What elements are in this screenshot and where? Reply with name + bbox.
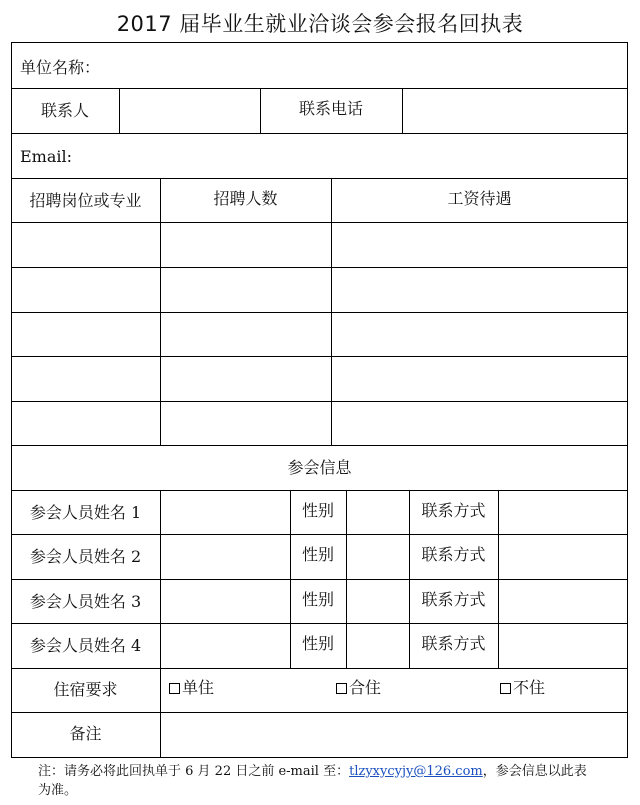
col-divider xyxy=(498,490,499,668)
col-divider xyxy=(346,490,347,668)
footnote-prefix: 注：请务必将此回执单于 6 月 22 日之前 e-mail 至： xyxy=(38,764,350,779)
checkbox-single-room[interactable] xyxy=(169,683,180,694)
attendee-gender-label-1: 性别 xyxy=(301,501,334,520)
attendee-contact-label-2: 联系方式 xyxy=(421,545,486,564)
attendee-name-label-2: 参会人员姓名 2 xyxy=(29,547,142,566)
option-shared-room-label: 合住 xyxy=(349,678,382,697)
row-divider xyxy=(11,222,628,223)
row-divider xyxy=(11,534,628,535)
attendee-gender-label-2: 性别 xyxy=(301,545,334,564)
job-position-header: 招聘岗位或专业 xyxy=(29,191,142,210)
remarks-label: 备注 xyxy=(69,724,102,743)
row-divider xyxy=(11,312,628,313)
attendee-gender-label-3: 性别 xyxy=(301,590,334,609)
row-divider xyxy=(11,133,628,134)
row-divider xyxy=(11,88,628,89)
row-divider xyxy=(11,445,628,446)
row-divider xyxy=(11,490,628,491)
accommodation-label: 住宿要求 xyxy=(53,680,118,699)
row-divider xyxy=(11,356,628,357)
attendee-name-label-1: 参会人员姓名 1 xyxy=(29,503,142,522)
attendee-info-heading: 参会信息 xyxy=(287,458,352,477)
footnote xyxy=(38,762,598,800)
option-single-room[interactable] xyxy=(169,678,214,698)
row-divider xyxy=(11,267,628,268)
headcount-header: 招聘人数 xyxy=(213,189,278,208)
col-divider xyxy=(160,178,161,445)
row-divider xyxy=(11,668,628,669)
row-divider xyxy=(11,579,628,580)
attendee-name-label-3: 参会人员姓名 3 xyxy=(29,592,142,611)
unit-name-label: 单位名称： xyxy=(20,58,101,77)
col-divider xyxy=(160,490,161,668)
col-divider xyxy=(402,88,403,133)
attendee-contact-label-1: 联系方式 xyxy=(421,501,486,520)
col-divider xyxy=(119,88,120,133)
contact-email-link[interactable]: tlzyxycyjy@126.com xyxy=(349,764,483,779)
salary-header: 工资待遇 xyxy=(447,189,512,208)
option-single-room-label: 单住 xyxy=(182,678,215,697)
form-title: 2017 届毕业生就业洽谈会参会报名回执表 xyxy=(116,12,524,36)
contact-phone-label: 联系电话 xyxy=(298,99,363,118)
email-label: Email: xyxy=(20,147,73,166)
checkbox-shared-room[interactable] xyxy=(336,683,347,694)
col-divider xyxy=(331,178,332,445)
contact-person-label: 联系人 xyxy=(40,101,89,120)
attendee-contact-label-4: 联系方式 xyxy=(421,634,486,653)
attendee-gender-label-4: 性别 xyxy=(301,634,334,653)
row-divider xyxy=(11,401,628,402)
col-divider xyxy=(160,668,161,757)
option-shared-room[interactable] xyxy=(336,678,381,698)
attendee-contact-label-3: 联系方式 xyxy=(421,590,486,609)
footnote-suffix: ，参会信息以此表为准。 xyxy=(38,764,587,798)
attendee-name-label-4: 参会人员姓名 4 xyxy=(29,636,142,655)
checkbox-no-accommodation[interactable] xyxy=(500,683,511,694)
row-divider xyxy=(11,623,628,624)
row-divider xyxy=(11,712,628,713)
row-divider xyxy=(11,178,628,179)
option-no-accommodation-label: 不住 xyxy=(513,678,546,697)
option-no-accommodation[interactable] xyxy=(500,678,545,698)
